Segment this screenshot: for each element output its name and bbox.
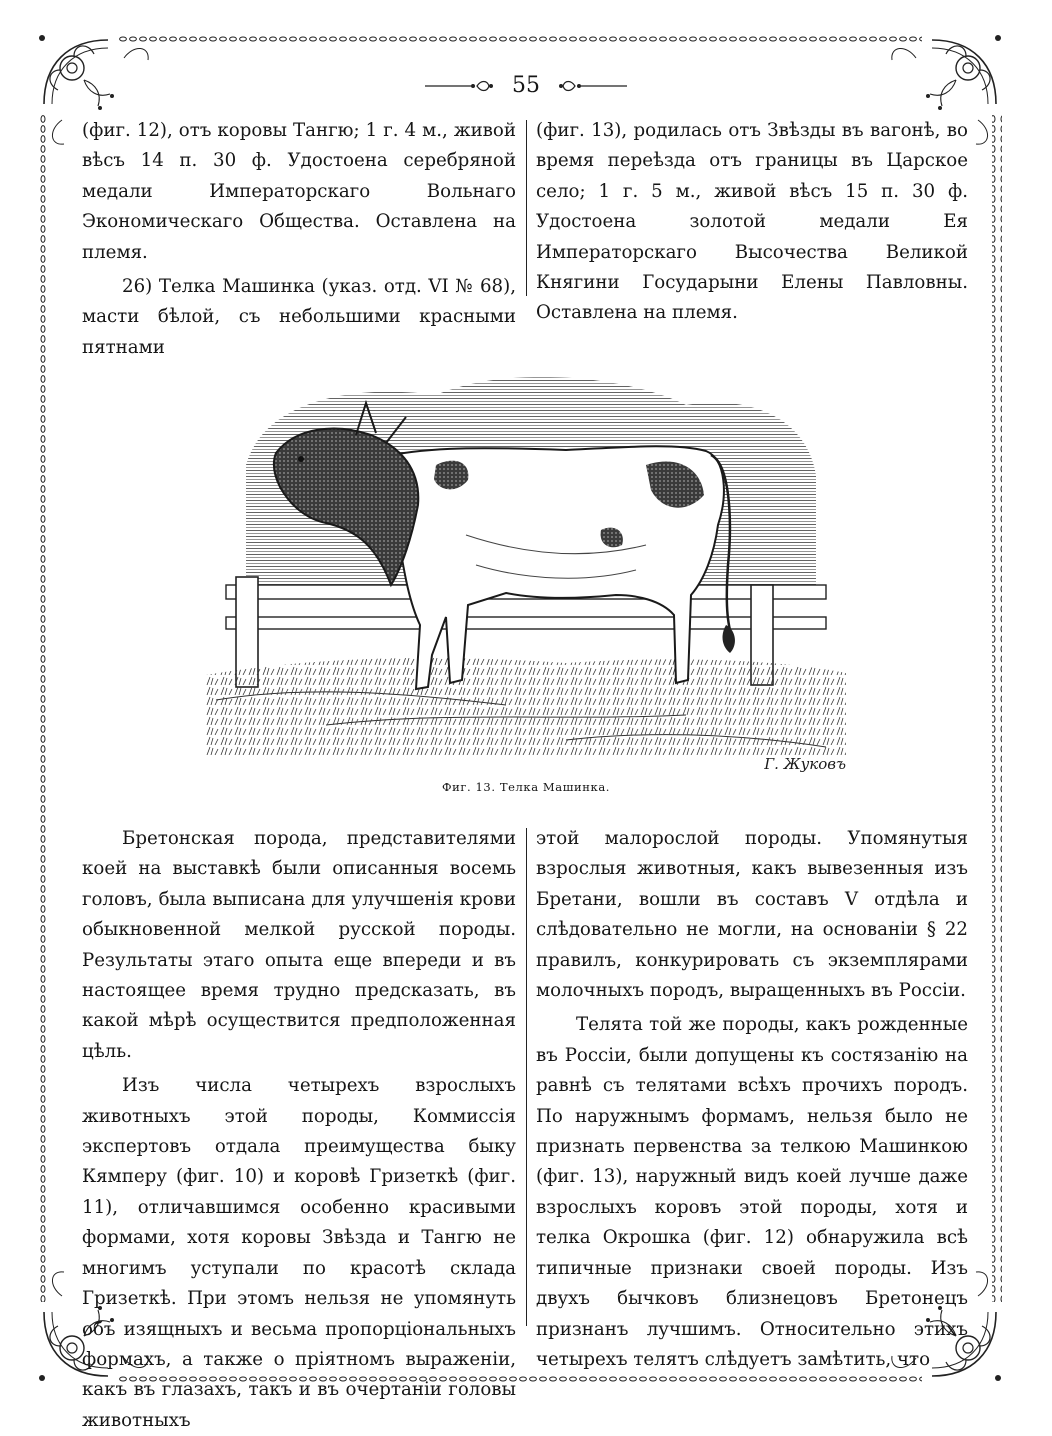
paragraph: Бретонская порода, представителями коей на выставкѣ были описанныя восемь головъ, была выписана для улучшенія крови обыкновенной мелкой русской породы. Результаты этаго опыта еще впереди и въ настоящее время трудно предсказать, въ какой мѣрѣ осуществится предположенная цѣль. (82, 828, 516, 1062)
paragraph: (фиг. 13), родилась отъ Звѣзды въ вагонѣ, во время переѣзда отъ границы въ Царское село; 1 г. 5 м., живой вѣсъ 15 п. 30 ф. Удостоена золотой медали Ея Императорскаго Высочества Великой Княгини Государыни Елены Павловны. Оставлена на племя. (536, 120, 968, 324)
column-divider (526, 120, 527, 296)
page-number-row (0, 72, 1052, 100)
illustration-heifer (206, 355, 846, 775)
paragraph: 26) Телка Машинка (указ. отд. VI № 68), масти бѣлой, съ небольшими красными пятнами (82, 276, 516, 358)
paragraph: этой малорослой породы. Упомянутыя взрослыя животныя, какъ вывезенныя изъ Бретани, вошли въ составъ V отдѣла и слѣдовательно не могли, на основаніи § 22 правилъ, конкурировать съ экземплярами молочныхъ породъ, выращенныхъ въ Россіи. (536, 828, 968, 1002)
bottom-right-column (536, 824, 968, 1375)
paragraph: Изъ числа четырехъ взрослыхъ животныхъ этой породы, Коммиссія экспертовъ отдала преимущества быку Кямперу (фиг. 10) и коровѣ Гризеткѣ (фиг. 11), отличавшимся особенно красивыми формами, хотя коровы Звѣзда и Тангю не многимъ уступали по красотѣ склада Гризеткѣ. При этомъ нельзя не упомянуть объ изящныхъ и весьма пропорціональныхъ формахъ, а также о пріятномъ выраженіи, какъ въ глазахъ, такъ и въ очертаніи головы животныхъ (82, 1075, 516, 1431)
top-right-column (536, 116, 968, 329)
page-number-ornament-icon (425, 78, 495, 94)
figure-caption: Фиг. 13. Телка Машинка. (441, 780, 611, 794)
top-left-column (82, 116, 516, 363)
page-number: 55 (512, 73, 540, 98)
paragraph: (фиг. 12), отъ коровы Тангю; 1 г. 4 м., живой вѣсъ 14 п. 30 ф. Удостоена серебряной медали Императорскаго Вольнаго Экономическаго Общества. Оставлена на племя. (82, 120, 516, 263)
bottom-left-column (82, 824, 516, 1436)
engraver-signature: Г. Жуковъ (764, 755, 846, 773)
column-divider (526, 828, 527, 1326)
paragraph: Телята той же породы, какъ рожденные въ Россіи, были допущены къ состязанію на равнѣ съ телятами всѣхъ прочихъ породъ. По наружнымъ формамъ, нельзя было не признать первенства за телкою Машинкою (фиг. 13), наружный видъ коей лучше даже взрослыхъ коровъ этой породы, хотя и телка Окрошка (фиг. 12) обнаружила всѣ типичные признаки своей породы. Изъ двухъ бычковъ близнецовъ Бретонецъ признанъ лучшимъ. Относительно этихъ четырехъ телятъ слѣдуетъ замѣтить, что (536, 1014, 968, 1370)
page-number-ornament-icon (557, 78, 627, 94)
